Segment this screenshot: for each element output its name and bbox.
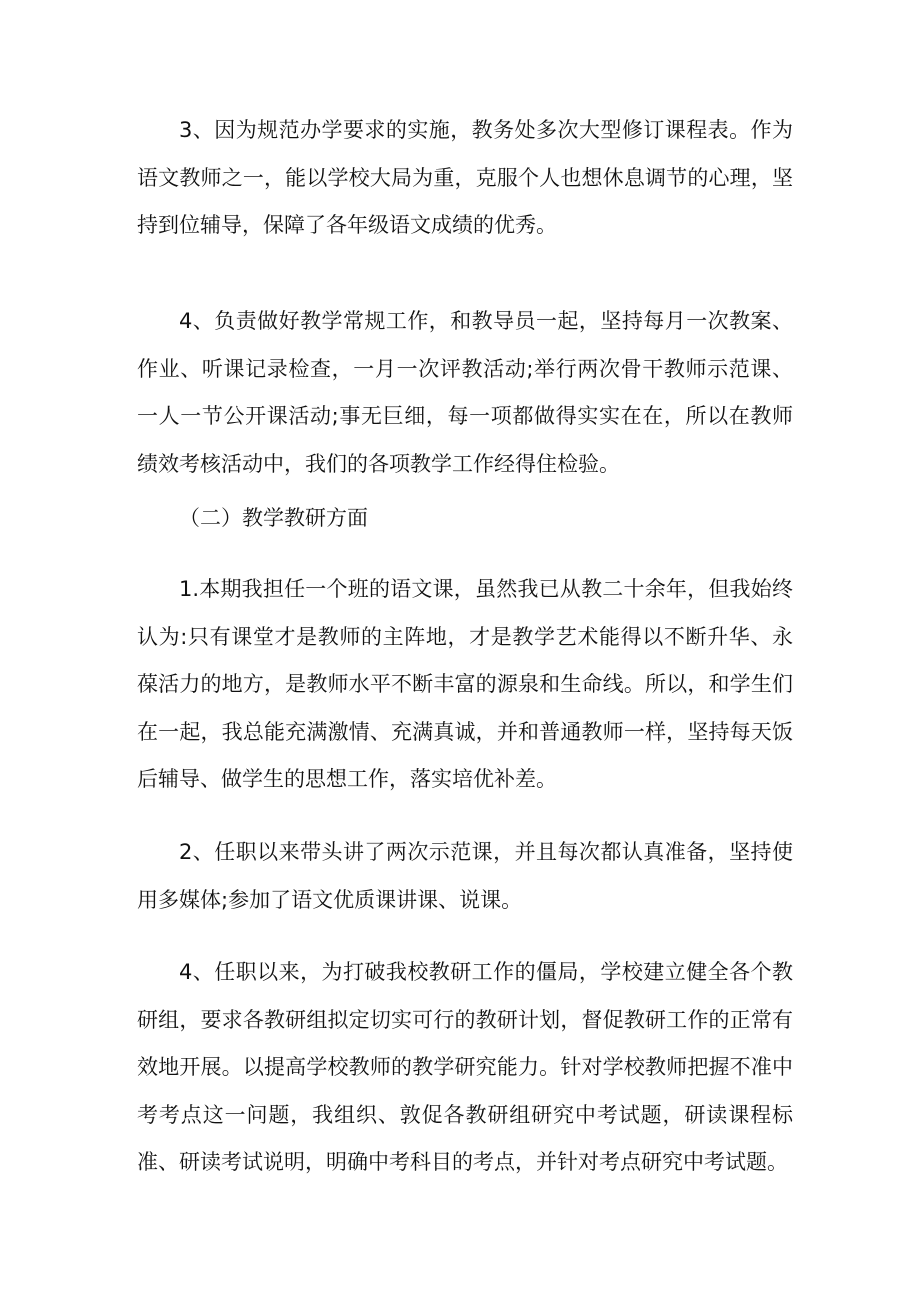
paragraph-item-3: 3、因为规范办学要求的实施，教务处多次大型修订课程表。作为语文教师之一，能以学校大局为重，克服个人也想休息调节的心理，坚持到位辅导，保障了各年级语文成绩的优秀。 <box>137 118 793 237</box>
paragraph-item-4-routine: 4、负责做好教学常规工作，和教导员一起，坚持每月一次教案、作业、听课记录检查，一月一次评教活动;举行两次骨干教师示范课、一人一节公开课活动;事无巨细，每一项都做得实实在在，所以在教师绩效考核活动中，我们的各项教学工作经得住检验。 <box>137 309 793 476</box>
paragraph-item-4-research: 4、任职以来，为打破我校教研工作的僵局，学校建立健全各个教研组，要求各教研组拟定切实可行的教研计划，督促教研工作的正常有效地开展。以提高学校教师的教学研究能力。针对学校教师把握不准中考考点这一问题，我组织、敦促各教研组研究中考试题，研读课程标准、研读考试说明，明确中考科目的考点，并针对考点研究中考试题。 <box>137 960 793 1174</box>
paragraph-item-1: 1.本期我担任一个班的语文课，虽然我已从教二十余年，但我始终认为:只有课堂才是教师的主阵地，才是教学艺术能得以不断升华、永葆活力的地方，是教师水平不断丰富的源泉和生命线。所以，和学生们在一起，我总能充满激情、充满真诚，并和普通教师一样，坚持每天饭后辅导、做学生的思想工作，落实培优补差。 <box>137 577 793 791</box>
section-heading-teaching-research: （二）教学教研方面 <box>179 506 368 530</box>
paragraph-item-2: 2、任职以来带头讲了两次示范课，并且每次都认真准备，坚持使用多媒体;参加了语文优质课讲课、说课。 <box>137 840 793 912</box>
